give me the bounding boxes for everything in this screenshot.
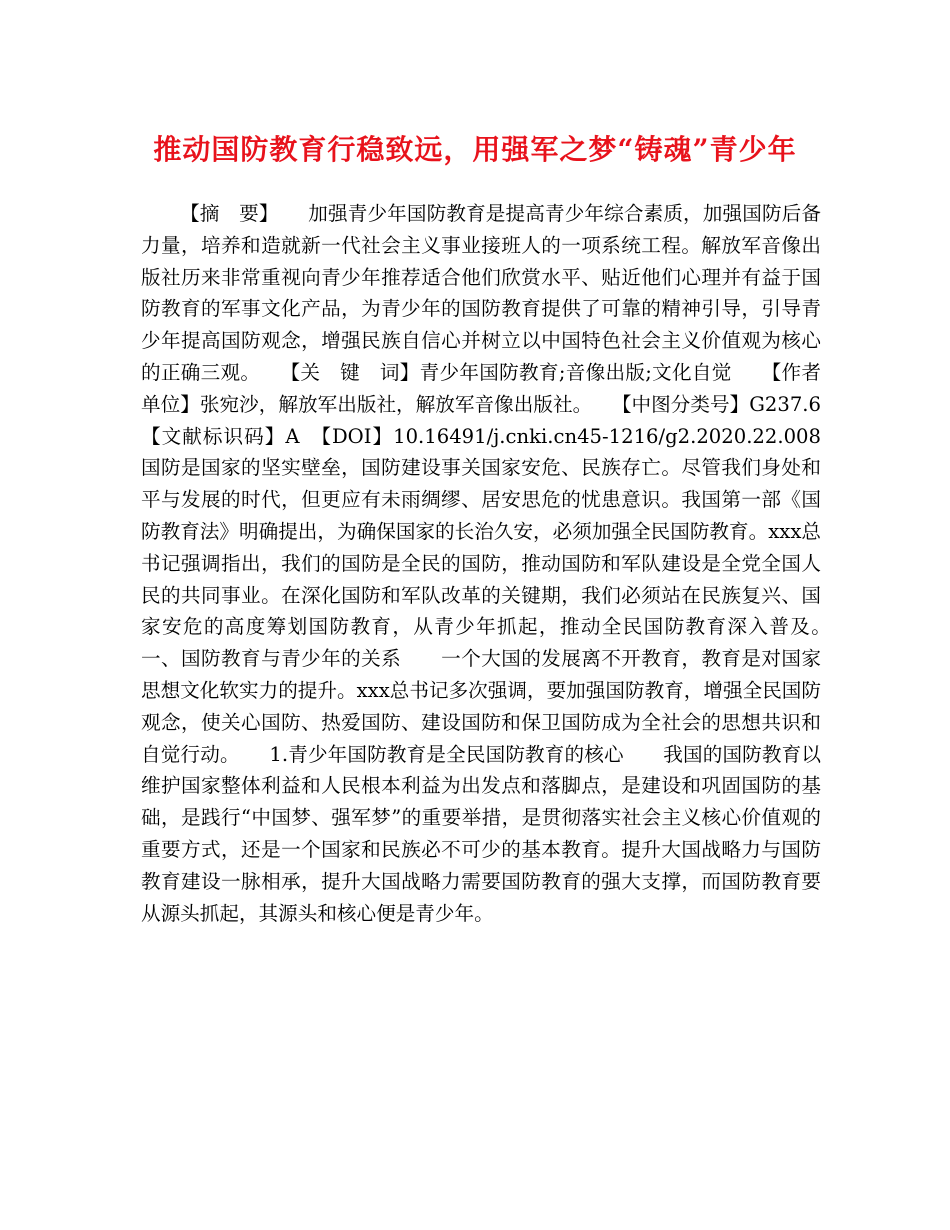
document-body: 【摘 要】 加强青少年国防教育是提高青少年综合素质，加强国防后备力量，培养和造就新一代社会主义事业接班人的一项系统工程。解放军音像出版社历来非常重视向青少年推荐适合他们欣赏水平、贴近他们心理并有益于国防教育的军事文化产品，为青少年的国防教育提供了可靠的精神引导，引导青少年提高国防观念，增强民族自信心并树立以中国特色社会主义价值观为核心的正确三观。 【关 键 词】青少年国防教育;音像出版;文化自觉 【作者单位】张宛沙，解放军出版社，解放军音像出版社。 【中图分类号】G237.6 【文献标识码】A 【DOI】10.16491/j.cnki.cn45-1216/g2.2020.22.008 国防是国家的坚实壁垒，国防建设事关国家安危、民族存亡。尽管我们身处和平与发展的时代，但更应有未雨绸缪、居安思危的忧患意识。我国第一部《国防教育法》明确提出，为确保国家的长治久安，必须加强全民国防教育。xxx总书记强调指出，我们的国防是全民的国防，推动国防和军队建设是全党全国人民的共同事业。在深化国防和军队改革的关键期，我们必须站在民族复兴、国家安危的高度筹划国防教育，从青少年抓起，推动全民国防教育深入普及。 一、国防教育与青少年的关系 一个大国的发展离不开教育，教育是对国家思想文化软实力的提升。xxx总书记多次强调，要加强国防教育，增强全民国防观念，使关心国防、热爱国防、建设国防和保卫国防成为全社会的思想共识和自觉行动。 1.青少年国防教育是全民国防教育的核心 我国的国防教育以维护国家整体利益和人民根本利益为出发点和落脚点，是建设和巩固国防的基础，是践行“中国梦、强军梦”的重要举措，是贯彻落实社会主义核心价值观的重要方式，还是一个国家和民族必不可少的基本教育。提升大国战略力与国防教育建设一脉相承，提升大国战略力需要国防教育的强大支撑，而国防教育要从源头抓起，其源头和核心便是青少年。 <box>141 202 861 925</box>
document-title: 推动国防教育行稳致远，用强军之梦“铸魂”青少年 <box>153 133 797 166</box>
